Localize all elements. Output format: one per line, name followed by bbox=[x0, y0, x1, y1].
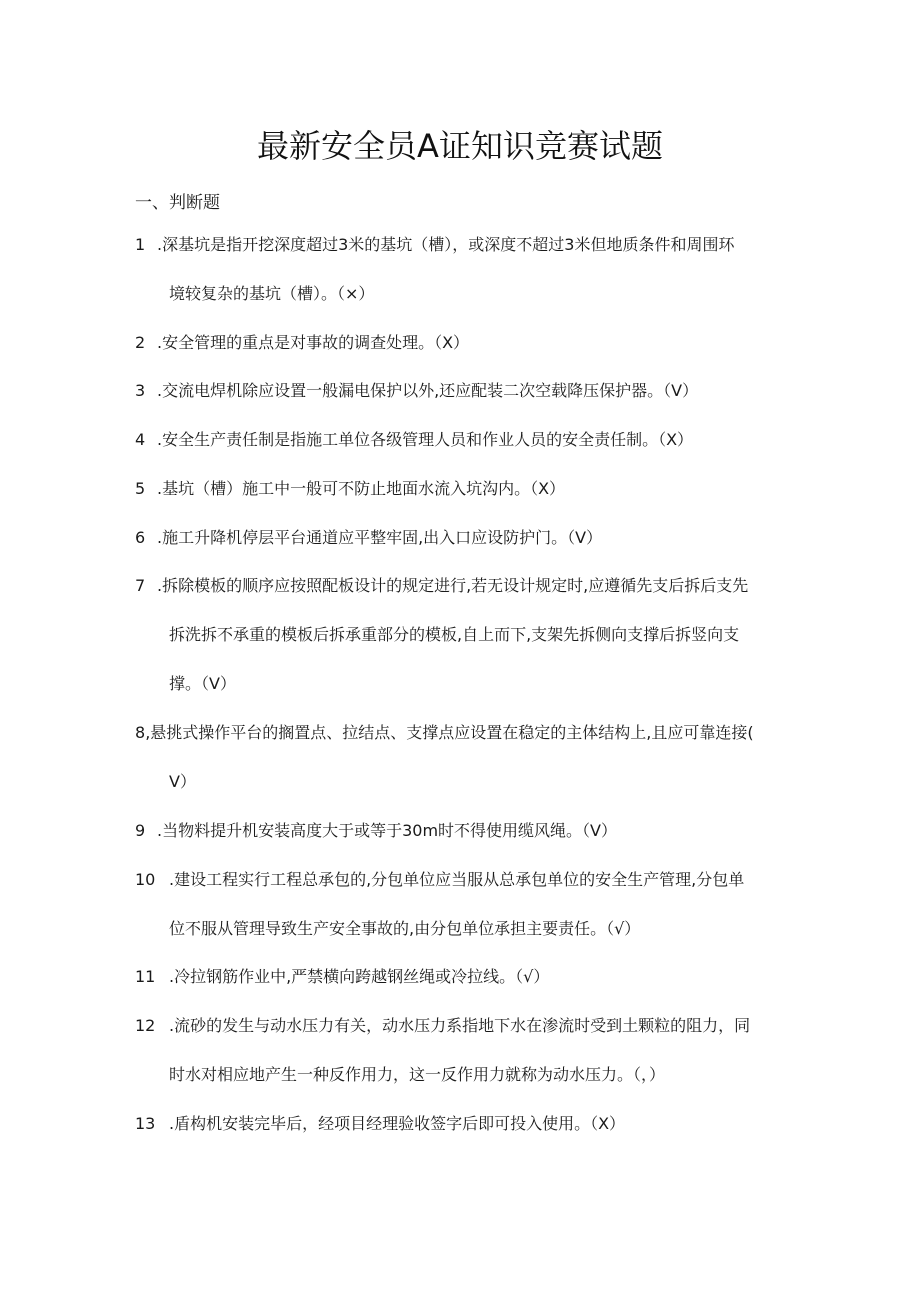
question-line-first bbox=[135, 476, 565, 502]
document-title: 最新安全员A证知识竞赛试题 bbox=[257, 127, 663, 165]
question-line-first bbox=[135, 378, 698, 404]
question-line-first bbox=[135, 232, 734, 258]
question-text: ,悬挑式操作平台的搁置点、拉结点、支撑点应设置在稳定的主体结构上,且应可靠连接( bbox=[145, 723, 754, 742]
question-line-continued: 撑。（V） bbox=[169, 674, 236, 693]
question-number: 7 bbox=[135, 576, 146, 595]
question-line-first bbox=[135, 818, 617, 844]
question-line-first bbox=[135, 720, 754, 746]
question-number: 10 bbox=[135, 870, 156, 889]
question-line-continued: 位不服从管理导致生产安全事故的,由分包单位承担主要责任。（√） bbox=[169, 919, 641, 938]
question-text: .当物料提升机安装高度大于或等于30m时不得使用缆风绳。（V） bbox=[157, 821, 617, 840]
question-text: .冷拉钢筋作业中,严禁横向跨越钢丝绳或冷拉线。（√） bbox=[169, 967, 550, 986]
question-text: .盾构机安装完毕后，经项目经理验收签字后即可投入使用。（X） bbox=[169, 1114, 626, 1133]
question-number: 8 bbox=[135, 723, 146, 742]
question-text: .基坑（槽）施工中一般可不防止地面水流入坑沟内。（X） bbox=[157, 479, 566, 498]
question-number: 11 bbox=[135, 967, 156, 986]
question-number: 2 bbox=[135, 333, 146, 352]
question-line-first bbox=[135, 573, 748, 599]
question-number: 9 bbox=[135, 821, 146, 840]
question-line-first bbox=[135, 330, 469, 356]
question-number: 1 bbox=[135, 235, 146, 254]
question-number: 4 bbox=[135, 430, 146, 449]
question-line-continued: 境较复杂的基坑（槽）。（×） bbox=[169, 284, 375, 303]
question-number: 13 bbox=[135, 1114, 156, 1133]
question-line-first bbox=[135, 867, 744, 893]
question-number: 6 bbox=[135, 528, 146, 547]
question-line-first bbox=[135, 525, 602, 551]
question-text: .安全管理的重点是对事故的调查处理。（X） bbox=[157, 333, 470, 352]
question-number: 12 bbox=[135, 1016, 156, 1035]
question-line-continued: V） bbox=[169, 772, 196, 791]
question-text: .施工升降机停层平台通道应平整牢固,出入口应设防护门。（V） bbox=[157, 528, 603, 547]
question-line-first bbox=[135, 964, 549, 990]
question-line-continued: 拆洗拆不承重的模板后拆承重部分的模板,自上而下,支架先拆侧向支撑后拆竖向支 bbox=[169, 625, 740, 644]
question-text: .拆除模板的顺序应按照配板设计的规定进行,若无设计规定时,应遵循先支后拆后支先 bbox=[157, 576, 749, 595]
question-line-continued: 时水对相应地产生一种反作用力，这一反作用力就称为动水压力。（，） bbox=[169, 1065, 666, 1084]
question-line-first bbox=[135, 1111, 625, 1137]
question-text: .安全生产责任制是指施工单位各级管理人员和作业人员的安全责任制。（X） bbox=[157, 430, 694, 449]
section-heading: 一、判断题 bbox=[135, 193, 220, 213]
question-text: .建设工程实行工程总承包的,分包单位应当服从总承包单位的安全生产管理,分包单 bbox=[169, 870, 745, 889]
question-text: .深基坑是指开挖深度超过3米的基坑（槽），或深度不超过3米但地质条件和周围环 bbox=[157, 235, 735, 254]
question-line-first bbox=[135, 1013, 750, 1039]
question-number: 5 bbox=[135, 479, 146, 498]
question-text: .流砂的发生与动水压力有关，动水压力系指地下水在渗流时受到土颗粒的阻力，同 bbox=[169, 1016, 751, 1035]
question-text: .交流电焊机除应设置一般漏电保护以外,还应配装二次空载降压保护器。（V） bbox=[157, 381, 699, 400]
question-number: 3 bbox=[135, 381, 146, 400]
question-line-first bbox=[135, 427, 693, 453]
